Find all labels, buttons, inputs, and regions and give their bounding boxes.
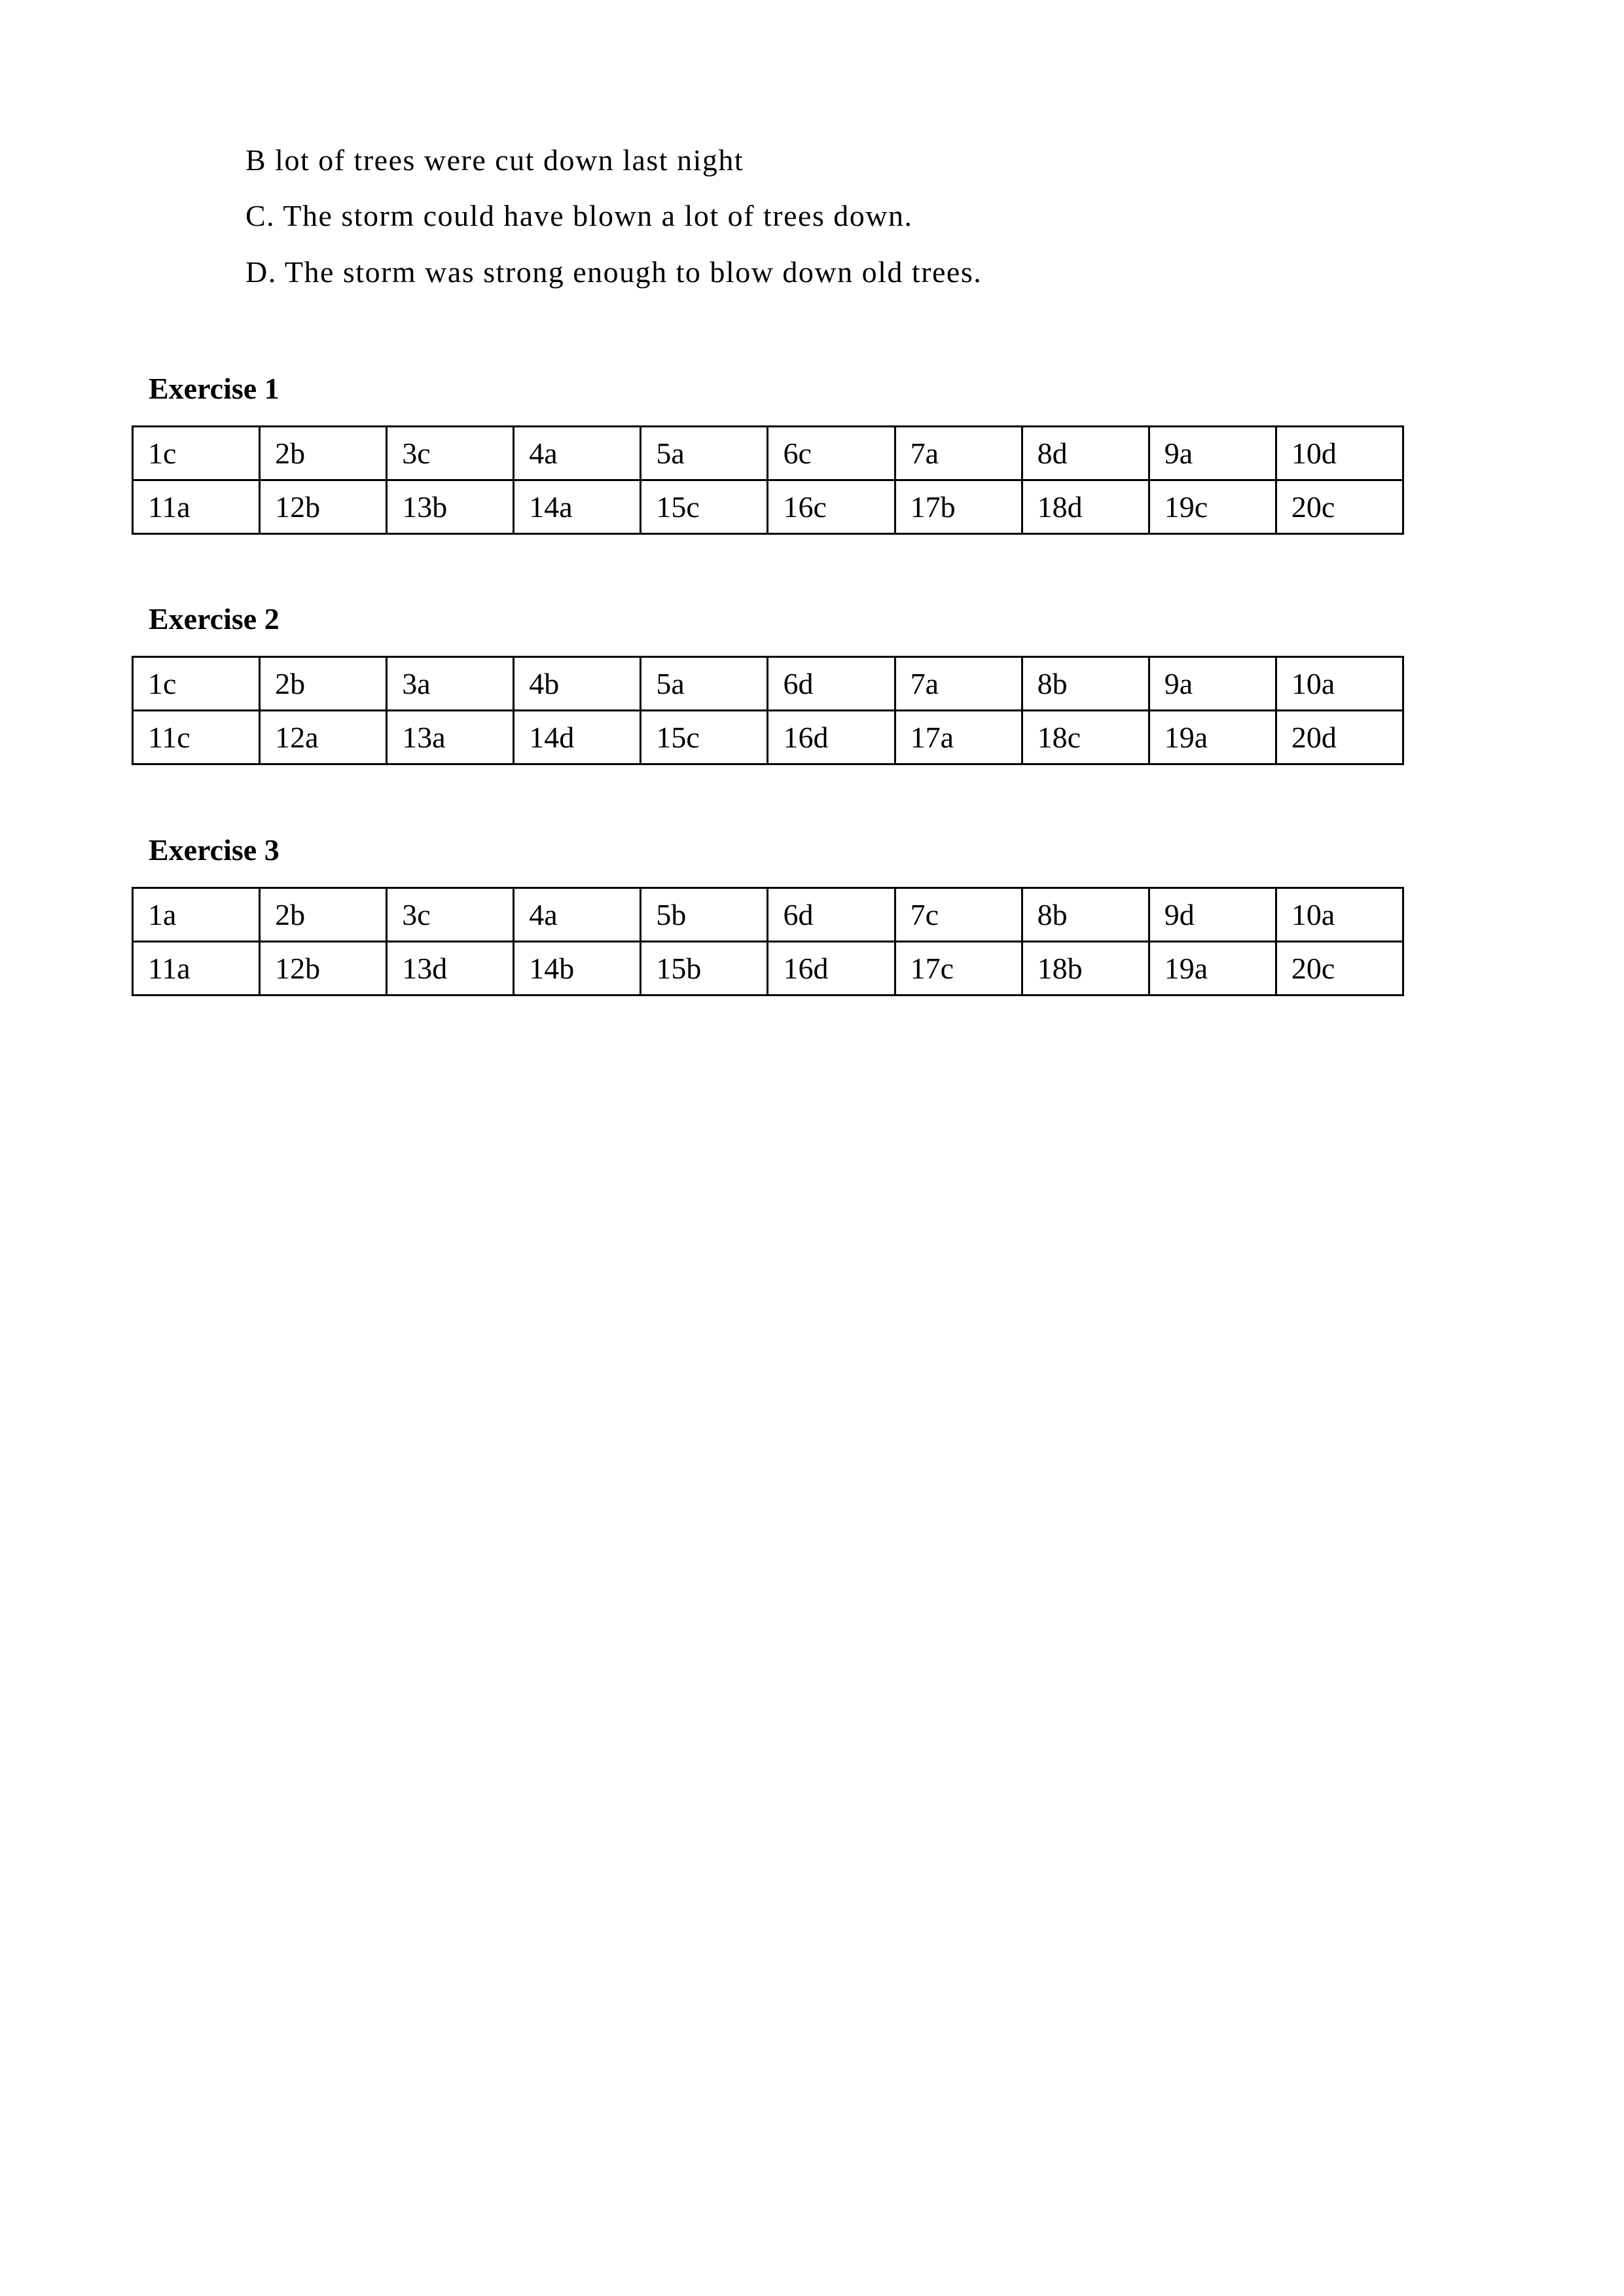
answer-cell: 11c xyxy=(133,711,260,764)
answer-cell: 1c xyxy=(133,657,260,711)
answer-cell: 4a xyxy=(514,888,641,942)
answer-cell: 11a xyxy=(133,480,260,534)
answer-cell: 11a xyxy=(133,942,260,996)
answer-cell: 18b xyxy=(1022,942,1149,996)
answer-cell: 3a xyxy=(387,657,514,711)
answer-cell: 4a xyxy=(514,427,641,480)
answer-cell: 6c xyxy=(768,427,895,480)
answer-cell: 10a xyxy=(1276,657,1403,711)
answer-cell: 3c xyxy=(387,888,514,942)
answer-cell: 6d xyxy=(768,888,895,942)
answer-cell: 14b xyxy=(514,942,641,996)
answer-cell: 16d xyxy=(768,711,895,764)
answer-cell: 19a xyxy=(1149,942,1276,996)
answer-cell: 4b xyxy=(514,657,641,711)
answer-cell: 12b xyxy=(260,480,387,534)
answer-cell: 16d xyxy=(768,942,895,996)
answer-cell: 15c xyxy=(641,480,768,534)
answer-cell: 3c xyxy=(387,427,514,480)
answer-cell: 12a xyxy=(260,711,387,764)
table-row xyxy=(133,888,1403,942)
exercise-1-answer-table xyxy=(132,425,1404,535)
answer-cell: 13b xyxy=(387,480,514,534)
answer-cell: 9d xyxy=(1149,888,1276,942)
question-option-c: C. The storm could have blown a lot of trees down. xyxy=(245,199,913,232)
question-option-d: D. The storm was strong enough to blow down old trees. xyxy=(245,255,983,289)
answer-cell: 9a xyxy=(1149,427,1276,480)
question-option-b: B lot of trees were cut down last night xyxy=(245,143,744,177)
answer-cell: 5a xyxy=(641,657,768,711)
answer-cell: 14d xyxy=(514,711,641,764)
answer-cell: 15c xyxy=(641,711,768,764)
answer-cell: 7a xyxy=(895,427,1022,480)
answer-cell: 6d xyxy=(768,657,895,711)
answer-cell: 8b xyxy=(1022,888,1149,942)
exercise-1-heading: Exercise 1 xyxy=(149,372,280,405)
answer-cell: 17a xyxy=(895,711,1022,764)
answer-cell: 20d xyxy=(1276,711,1403,764)
answer-cell: 2b xyxy=(260,888,387,942)
answer-cell: 19a xyxy=(1149,711,1276,764)
answer-cell: 8b xyxy=(1022,657,1149,711)
answer-cell: 17c xyxy=(895,942,1022,996)
answer-cell: 7a xyxy=(895,657,1022,711)
answer-cell: 5b xyxy=(641,888,768,942)
answer-cell: 2b xyxy=(260,657,387,711)
answer-cell: 18d xyxy=(1022,480,1149,534)
exercise-2-heading: Exercise 2 xyxy=(149,602,280,636)
answer-cell: 12b xyxy=(260,942,387,996)
answer-cell: 17b xyxy=(895,480,1022,534)
exercise-2-answer-table xyxy=(132,656,1404,765)
exercise-3-answer-table xyxy=(132,887,1404,996)
answer-cell: 7c xyxy=(895,888,1022,942)
answer-cell: 16c xyxy=(768,480,895,534)
answer-cell: 1a xyxy=(133,888,260,942)
table-row xyxy=(133,657,1403,711)
answer-cell: 8d xyxy=(1022,427,1149,480)
answer-cell: 10d xyxy=(1276,427,1403,480)
table-row xyxy=(133,942,1403,996)
answer-cell: 10a xyxy=(1276,888,1403,942)
answer-cell: 9a xyxy=(1149,657,1276,711)
answer-cell: 14a xyxy=(514,480,641,534)
answer-cell: 20c xyxy=(1276,480,1403,534)
table-row xyxy=(133,480,1403,534)
answer-cell: 19c xyxy=(1149,480,1276,534)
answer-cell: 5a xyxy=(641,427,768,480)
exercise-3-heading: Exercise 3 xyxy=(149,833,280,867)
table-row xyxy=(133,711,1403,764)
answer-cell: 1c xyxy=(133,427,260,480)
answer-cell: 13d xyxy=(387,942,514,996)
answer-cell: 18c xyxy=(1022,711,1149,764)
answer-cell: 15b xyxy=(641,942,768,996)
table-row xyxy=(133,427,1403,480)
answer-cell: 20c xyxy=(1276,942,1403,996)
answer-cell: 13a xyxy=(387,711,514,764)
answer-cell: 2b xyxy=(260,427,387,480)
